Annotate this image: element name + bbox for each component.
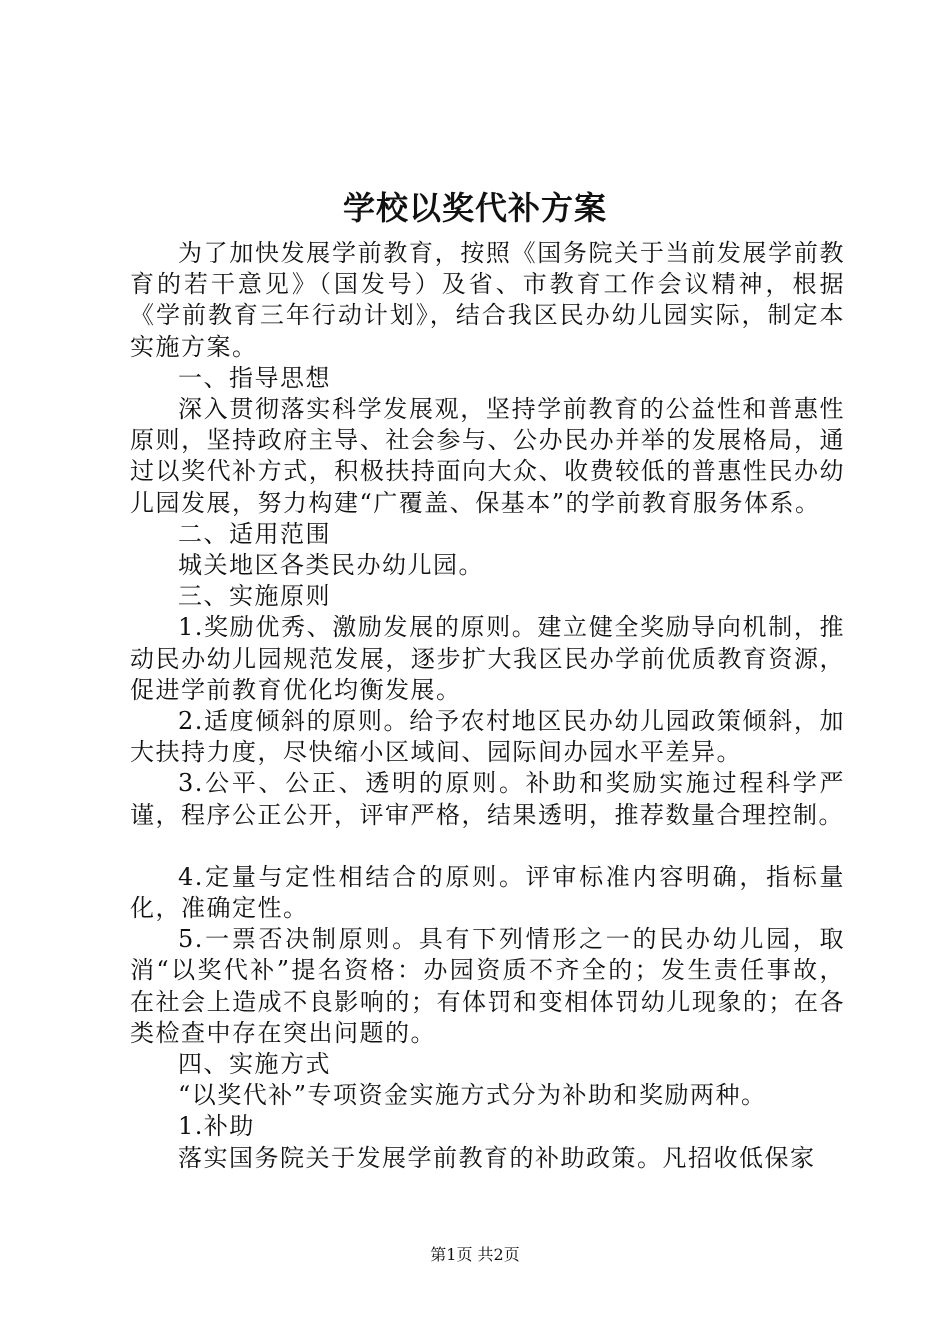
principle-item-5: 5.一票否决制原则。具有下列情形之一的民办幼儿园，取消“以奖代补”提名资格：办园资质不齐全的；发生责任事故，在社会上造成不良影响的；有体罚和变相体罚幼儿现象的；在各类检查中存在突出问题的。 (130, 925, 845, 1047)
intro-paragraph: 为了加快发展学前教育，按照《国务院关于当前发展学前教育的若干意见》（国发号）及省、市教育工作会议精神，根据《学前教育三年行动计划》，结合我区民办幼儿园实际，制定本实施方案。 (130, 239, 845, 361)
subsection-heading-subsidy: 1.补助 (178, 1112, 255, 1141)
section-heading-implementation: 四、实施方式 (178, 1050, 331, 1079)
document-title: 学校以奖代补方案 (342, 189, 607, 227)
principle-item-3: 3.公平、公正、透明的原则。补助和奖励实施过程科学严谨，程序公正公开，评审严格，结果透明，推荐数量合理控制。 (130, 769, 845, 829)
page-number-footer: 第1页 共2页 (430, 1245, 520, 1264)
principle-item-2: 2.适度倾斜的原则。给予农村地区民办幼儿园政策倾斜，加大扶持力度，尽快缩小区域间、园际间办园水平差异。 (130, 707, 845, 767)
document-body (130, 238, 845, 1174)
implementation-paragraph: “以奖代补”专项资金实施方式分为补助和奖励两种。 (178, 1081, 767, 1110)
section-heading-scope: 二、适用范围 (178, 519, 331, 548)
scope-paragraph: 城关地区各类民办幼儿园。 (178, 551, 484, 580)
section-heading-principles: 三、实施原则 (178, 582, 331, 611)
principle-item-4: 4.定量与定性相结合的原则。评审标准内容明确，指标量化，准确定性。 (130, 862, 845, 923)
guiding-ideology-paragraph: 深入贯彻落实科学发展观，坚持学前教育的公益性和普惠性原则，坚持政府主导、社会参与、公办民办并举的发展格局，通过以奖代补方式，积极扶持面向大众、收费较低的普惠性民办幼儿园发展，努力构建“广覆盖、保基本”的学前教育服务体系。 (130, 395, 845, 517)
subsidy-paragraph: 落实国务院关于发展学前教育的补助政策。凡招收低保家 (178, 1143, 816, 1172)
principle-item-1: 1.奖励优秀、激励发展的原则。建立健全奖励导向机制，推动民办幼儿园规范发展，逐步扩大我区民办学前优质教育资源，促进学前教育优化均衡发展。 (130, 613, 845, 704)
section-heading-guiding-ideology: 一、指导思想 (178, 363, 331, 392)
